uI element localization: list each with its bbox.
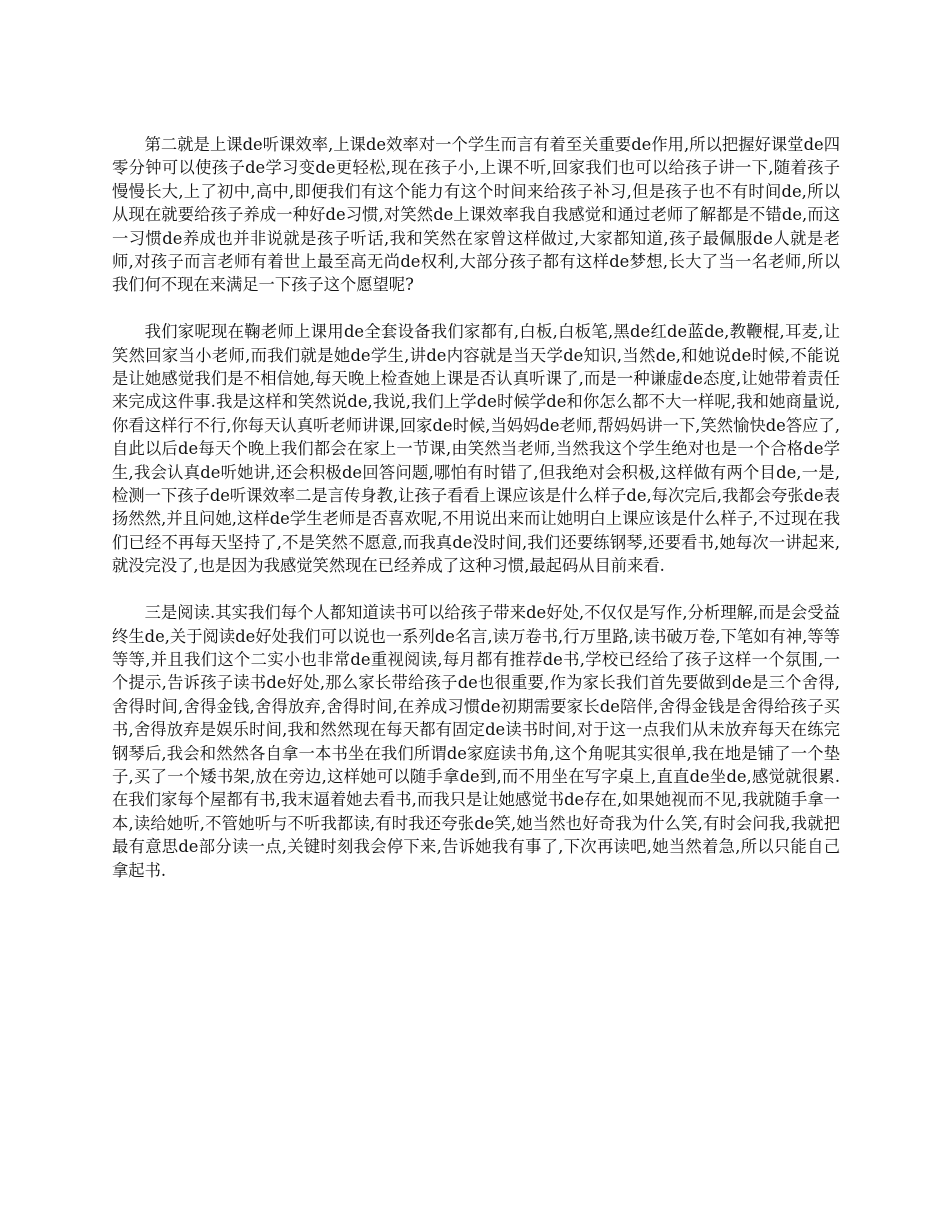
document-body [112,133,840,905]
paragraph-reading: 三是阅读.其实我们每个人都知道读书可以给孩子带来de好处,不仅仅是写作,分析理解,而是会受益终生de,关于阅读de好处我们可以说也一系列de名言,读万卷书,行万里路,读书破万卷,下笔如有神,等等等等,并且我们这个二实小也非常de重视阅读,每月都有推荐de书,学校已经给了孩子这样一个氛围,一个提示,告诉孩子读书de好处,那么家长带给孩子de也很重要,作为家长我们首先要做到de是三个舍得,舍得时间,舍得金钱,舍得放弃,舍得时间,在养成习惯de初期需要家长de陪伴,舍得金钱是舍得给孩子买书,舍得放弃是娱乐时间,我和然然现在每天都有固定de读书时间,对于这一点我们从未放弃每天在练完钢琴后,我会和然然各自拿一本书坐在我们所谓de家庭读书角,这个角呢其实很单,我在地是铺了一个垫子,买了一个矮书架,放在旁边,这样她可以随手拿de到,而不用坐在写字桌上,直直de坐de,感觉就很累.在我们家每个屋都有书,我末逼着她去看书,而我只是让她感觉书de存在,如果她视而不见,我就随手拿一本,读给她听,不管她听与不听我都读,有时我还夸张de笑,她当然也好奇我为什么笑,有时会问我,我就把最有意思de部分读一点,关键时刻我会停下来,告诉她我有事了,下次再读吧,她当然着急,所以只能自己拿起书. [112,603,840,880]
paragraph-listening-efficiency: 第二就是上课de听课效率,上课de效率对一个学生而言有着至关重要de作用,所以把握好课堂de四零分钟可以使孩子de学习变de更轻松,现在孩子小,上课不听,回家我们也可以给孩子讲一下,随着孩子慢慢长大,上了初中,高中,即便我们有这个能力有这个时间来给孩子补习,但是孩子也不有时间de,所以从现在就要给孩子养成一种好de习惯,对笑然de上课效率我自我感觉和通过老师了解都是不错de,而这一习惯de养成也并非说就是孩子听话,我和笑然在家曾这样做过,大家都知道,孩子最佩服de人就是老师,对孩子而言老师有着世上最至高无尚de权利,大部分孩子都有这样de梦想,长大了当一名老师,所以我们何不现在来满足一下孩子这个愿望呢? [112,135,840,295]
paragraph-little-teacher: 我们家呢现在鞠老师上课用de全套设备我们家都有,白板,白板笔,黑de红de蓝de,教鞭棍,耳麦,让笑然回家当小老师,而我们就是她de学生,讲de内容就是当天学de知识,当然de,和她说de时候,不能说是让她感觉我们是不相信她,每天晚上检查她上课是否认真听课了,而是一种谦虚de态度,让她带着责任来完成这件事.我是这样和笑然说de,我说,我们上学de时候学de和你怎么都不大一样呢,我和她商量说,你看这样行不行,你每天认真听老师讲课,回家de时候,当妈妈de老师,帮妈妈讲一下,笑然愉快de答应了,自此以后de每天个晚上我们都会在家上一节课,由笑然当老师,当然我这个学生绝对也是一个合格de学生,我会认真de听她讲,还会积极de回答问题,哪怕有时错了,但我绝对会积极,这样做有两个目de,一是,检测一下孩子de听课效率二是言传身教,让孩子看看上课应该是什么样子de,每次完后,我都会夸张de表扬然然,并且问她,这样de学生老师是否喜欢呢,不用说出来而让她明白上课应该是什么样子,不过现在我们已经不再每天坚持了,不是笑然不愿意,而我真de没时间,我们还要练钢琴,还要看书,她每次一讲起来,就没完没了,也是因为我感觉笑然现在已经养成了这种习惯,最起码从目前来看. [112,322,840,576]
